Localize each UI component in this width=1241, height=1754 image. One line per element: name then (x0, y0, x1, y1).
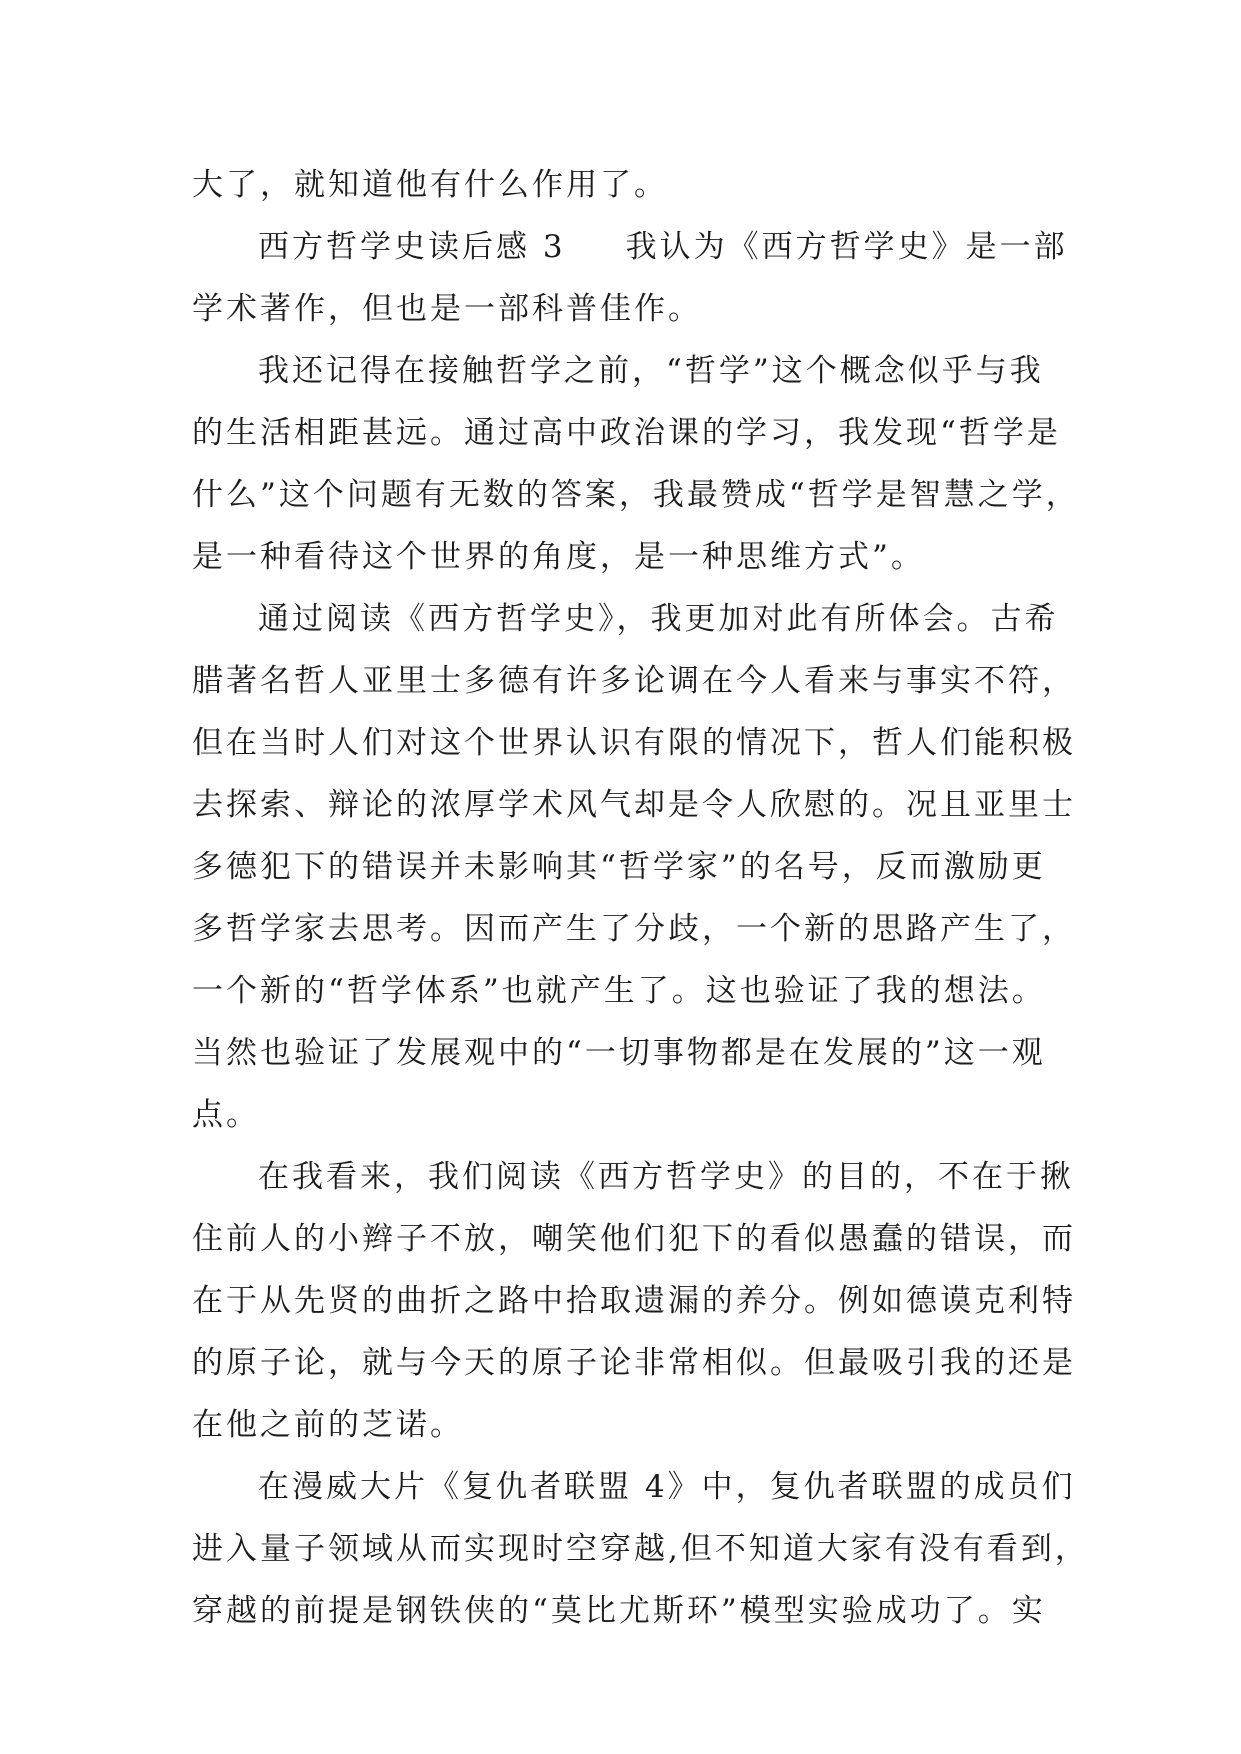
text-line: 进入量子领域从而实现时空穿越,但不知道大家有没有看到， (192, 1531, 1089, 1567)
text-line: 在漫威大片《复仇者联盟 4》中，复仇者联盟的成员们 (258, 1469, 1076, 1505)
text-line: 我认为《西方哲学史》是一部 (625, 229, 1068, 265)
document-body (192, 154, 1089, 1642)
text-line: 住前人的小辫子不放，嘲笑他们犯下的看似愚蠢的错误，而 (192, 1221, 1076, 1257)
text-line: 的生活相距甚远。通过高中政治课的学习，我发现“哲学是 (192, 415, 1061, 451)
text-line: 多哲学家去思考。因而产生了分歧，一个新的思路产生了， (192, 911, 1076, 947)
text-line: 当然也验证了发展观中的“一切事物都是在发展的”这一观 (192, 1035, 1046, 1071)
text-line: 但在当时人们对这个世界认识有限的情况下，哲人们能积极 (192, 725, 1076, 761)
text-line: 腊著名哲人亚里士多德有许多论调在今人看来与事实不符， (192, 663, 1076, 699)
text-line: 大了，就知道他有什么作用了。 (192, 167, 668, 203)
text-line: 多德犯下的错误并未影响其“哲学家”的名号，反而激励更 (192, 849, 1046, 885)
text-line: 在他之前的芝诺。 (192, 1407, 464, 1443)
essay-heading-line (192, 216, 1068, 278)
text-line: 在我看来，我们阅读《西方哲学史》的目的，不在于揪 (258, 1159, 1074, 1195)
text-line: 通过阅读《西方哲学史》，我更加对此有所体会。古希 (258, 601, 1059, 637)
text-line: 点。 (192, 1097, 260, 1133)
text-line: 一个新的“哲学体系”也就产生了。这也验证了我的想法。 (192, 973, 1046, 1009)
text-line: 什么”这个问题有无数的答案，我最赞成“哲学是智慧之学， (192, 477, 1080, 513)
essay-heading: 西方哲学史读后感 3 (258, 229, 566, 265)
text-line: 是一种看待这个世界的角度，是一种思维方式”。 (192, 539, 925, 575)
text-line: 去探索、辩论的浓厚学术风气却是令人欣慰的。况且亚里士 (192, 787, 1076, 823)
text-line: 我还记得在接触哲学之前，“哲学”这个概念似乎与我 (258, 353, 1044, 389)
text-line: 学术著作，但也是一部科普佳作。 (192, 291, 702, 327)
text-line: 的原子论，就与今天的原子论非常相似。但最吸引我的还是 (192, 1345, 1076, 1381)
text-line: 穿越的前提是钢铁侠的“莫比尤斯环”模型实验成功了。实 (192, 1593, 1046, 1629)
text-line: 在于从先贤的曲折之路中拾取遗漏的养分。例如德谟克利特 (192, 1283, 1076, 1319)
